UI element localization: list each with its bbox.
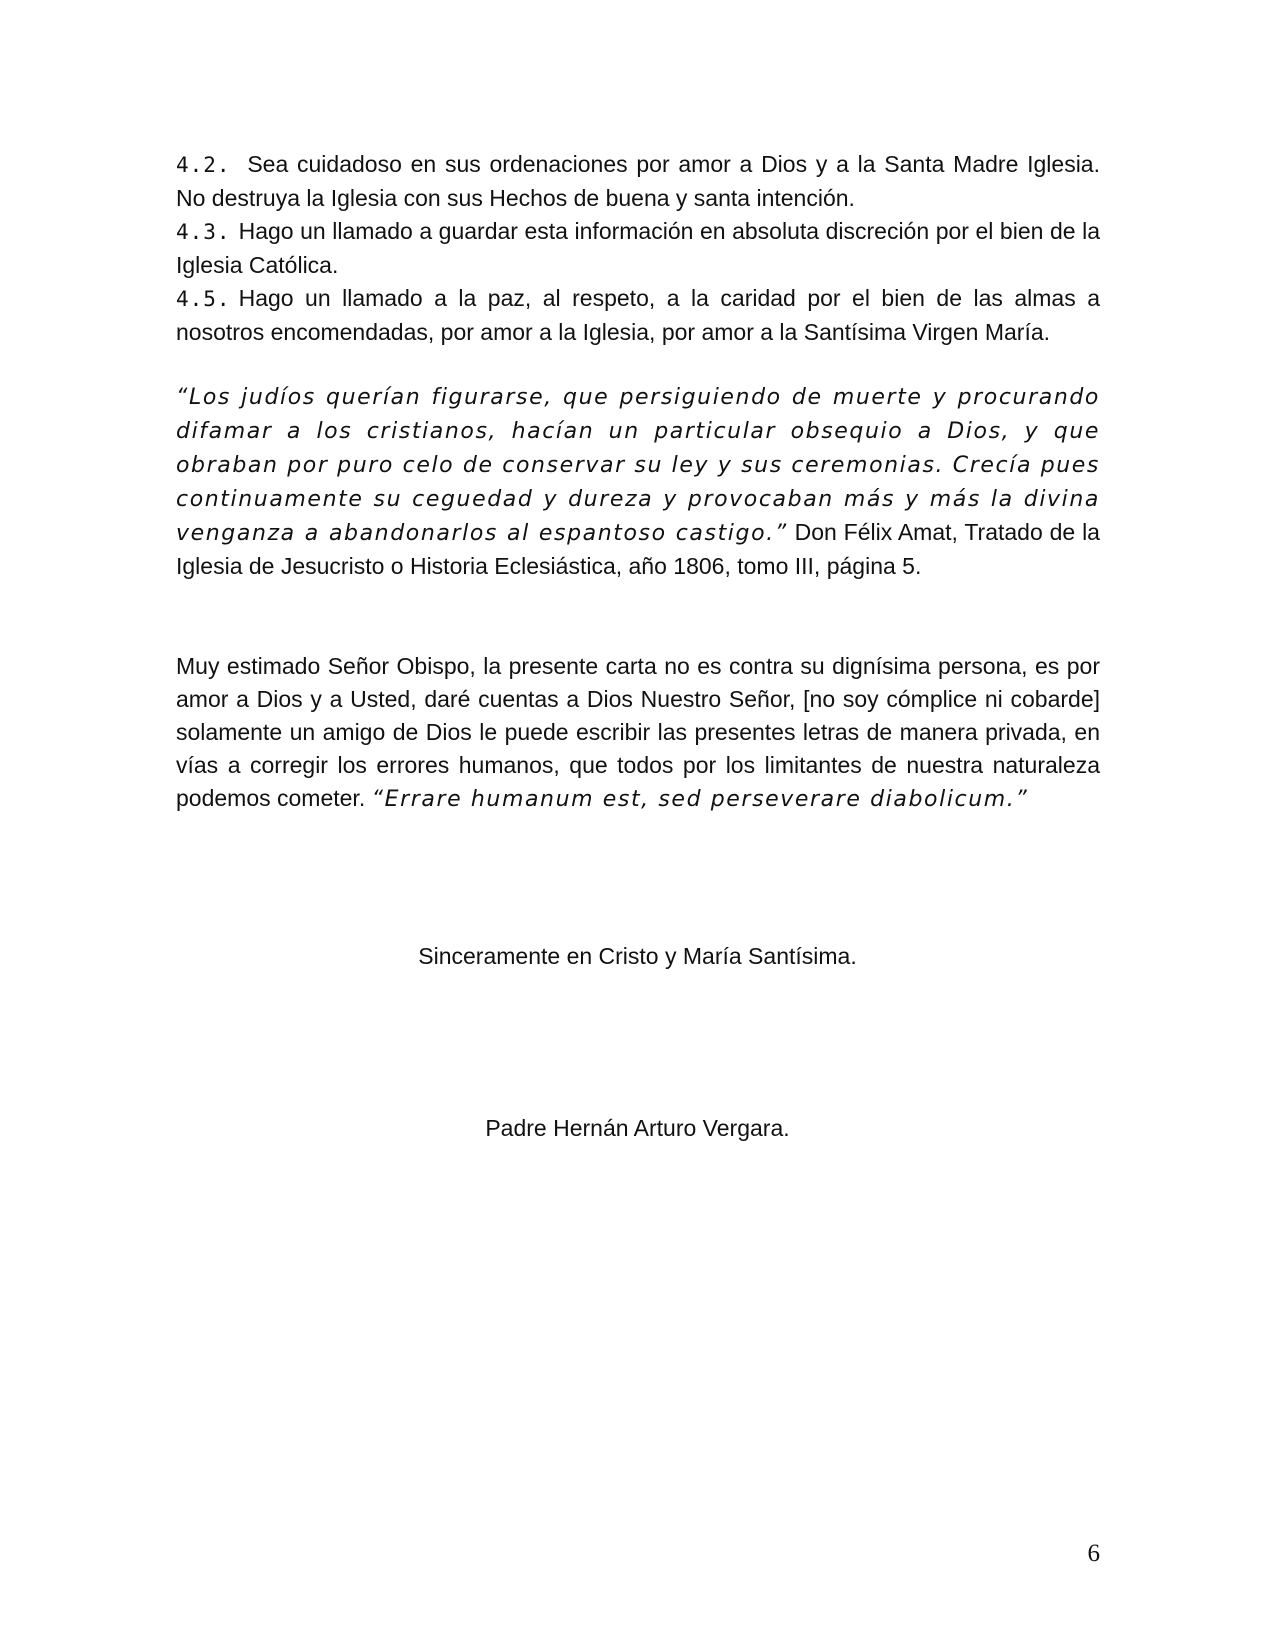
item-number: 4.5. xyxy=(176,287,231,311)
historical-quote: “Los judíos querían figurarse, que persiguiendo de muerte y procurando difamar a los cristianos, hacían un particular obsequio a Dios, y que obraban por puro celo de conservar su ley y sus ceremonias. Crecía pues continuamente su ceguedad y dureza y provocaban más y más la divina venganza a abandonarlos al espantoso castigo.” xyxy=(176,385,1100,546)
letter-paragraph xyxy=(176,650,1100,816)
item-text: Hago un llamado a la paz, al respeto, a la caridad por el bien de las almas a nosotros encomendadas, por amor a la Iglesia, por amor a la Santísima Virgen María. xyxy=(176,285,1100,345)
item-number: 4.2. xyxy=(176,153,231,177)
numbered-items xyxy=(176,148,1100,349)
signature: Padre Hernán Arturo Vergara. xyxy=(485,1115,790,1141)
item-4-3 xyxy=(176,215,1100,282)
item-4-2 xyxy=(176,148,1100,215)
item-text: Sea cuidadoso en sus ordenaciones por amor a Dios y a la Santa Madre Iglesia. No destruya la Iglesia con sus Hechos de buena y santa intención. xyxy=(176,151,1100,211)
closing-greeting: Sinceramente en Cristo y María Santísima. xyxy=(418,943,857,969)
item-number: 4.3. xyxy=(176,220,231,244)
letter-text: Muy estimado Señor Obispo, la presente carta no es contra su dignísima persona, es por amor a Dios y a Usted, daré cuentas a Dios Nuestro Señor, [no soy cómplice ni cobarde] solamente un amigo de Dios le puede escribir las presentes letras de manera privada, en vías a corregir los errores humanos, que todos por los limitantes de nuestra naturaleza podemos cometer. xyxy=(176,653,1100,811)
latin-quote: “Errare humanum est, sed perseverare diabolicum.” xyxy=(371,787,1029,812)
quote-paragraph xyxy=(176,380,1100,583)
item-text: Hago un llamado a guardar esta información en absoluta discreción por el bien de la Iglesia Católica. xyxy=(176,218,1100,278)
page-number: 6 xyxy=(1087,1540,1100,1567)
quote-citation: Don Félix Amat, Tratado de la Iglesia de Jesucristo o Historia Eclesiástica, año 1806, tomo III, página 5. xyxy=(176,519,1100,579)
item-4-5 xyxy=(176,282,1100,349)
